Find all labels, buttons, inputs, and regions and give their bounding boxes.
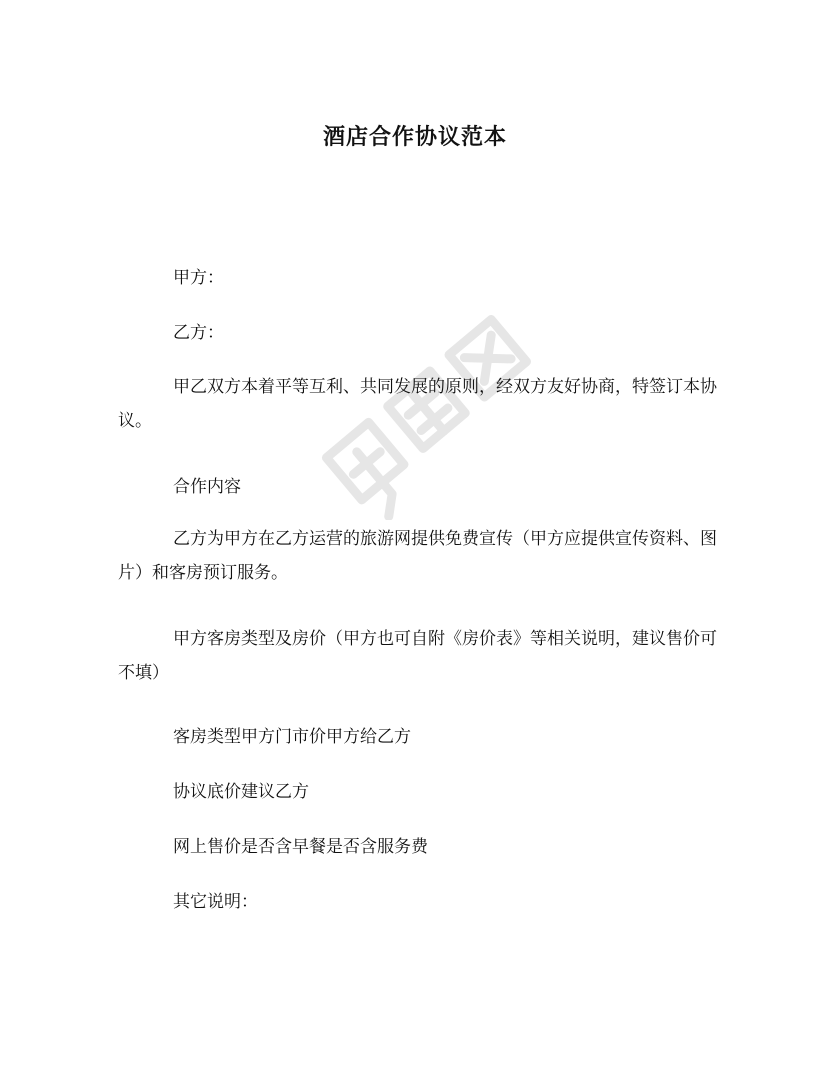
document-title: 酒店合作协议范本 [322, 125, 507, 150]
party-b-label: 乙方： [173, 323, 224, 343]
table-header-line-2: 协议底价建议乙方 [173, 782, 309, 802]
section-heading: 合作内容 [173, 477, 241, 497]
party-a-label: 甲方： [173, 268, 224, 288]
table-header-line-3: 网上售价是否含早餐是否含服务费 [173, 837, 428, 857]
intro-paragraph: 甲乙双方本着平等互利、共同发展的原则，经双方友好协商，特签订本协议。 [118, 377, 717, 431]
other-notes-label: 其它说明： [173, 892, 258, 912]
table-header-line-1: 客房类型甲方门市价甲方给乙方 [173, 727, 411, 747]
cooperation-paragraph: 乙方为甲方在乙方运营的旅游网提供免费宣传（甲方应提供宣传资料、图片）和客房预订服务。 [118, 529, 717, 583]
room-types-paragraph: 甲方客房类型及房价（甲方也可自附《房价表》等相关说明，建议售价可不填） [118, 629, 717, 683]
